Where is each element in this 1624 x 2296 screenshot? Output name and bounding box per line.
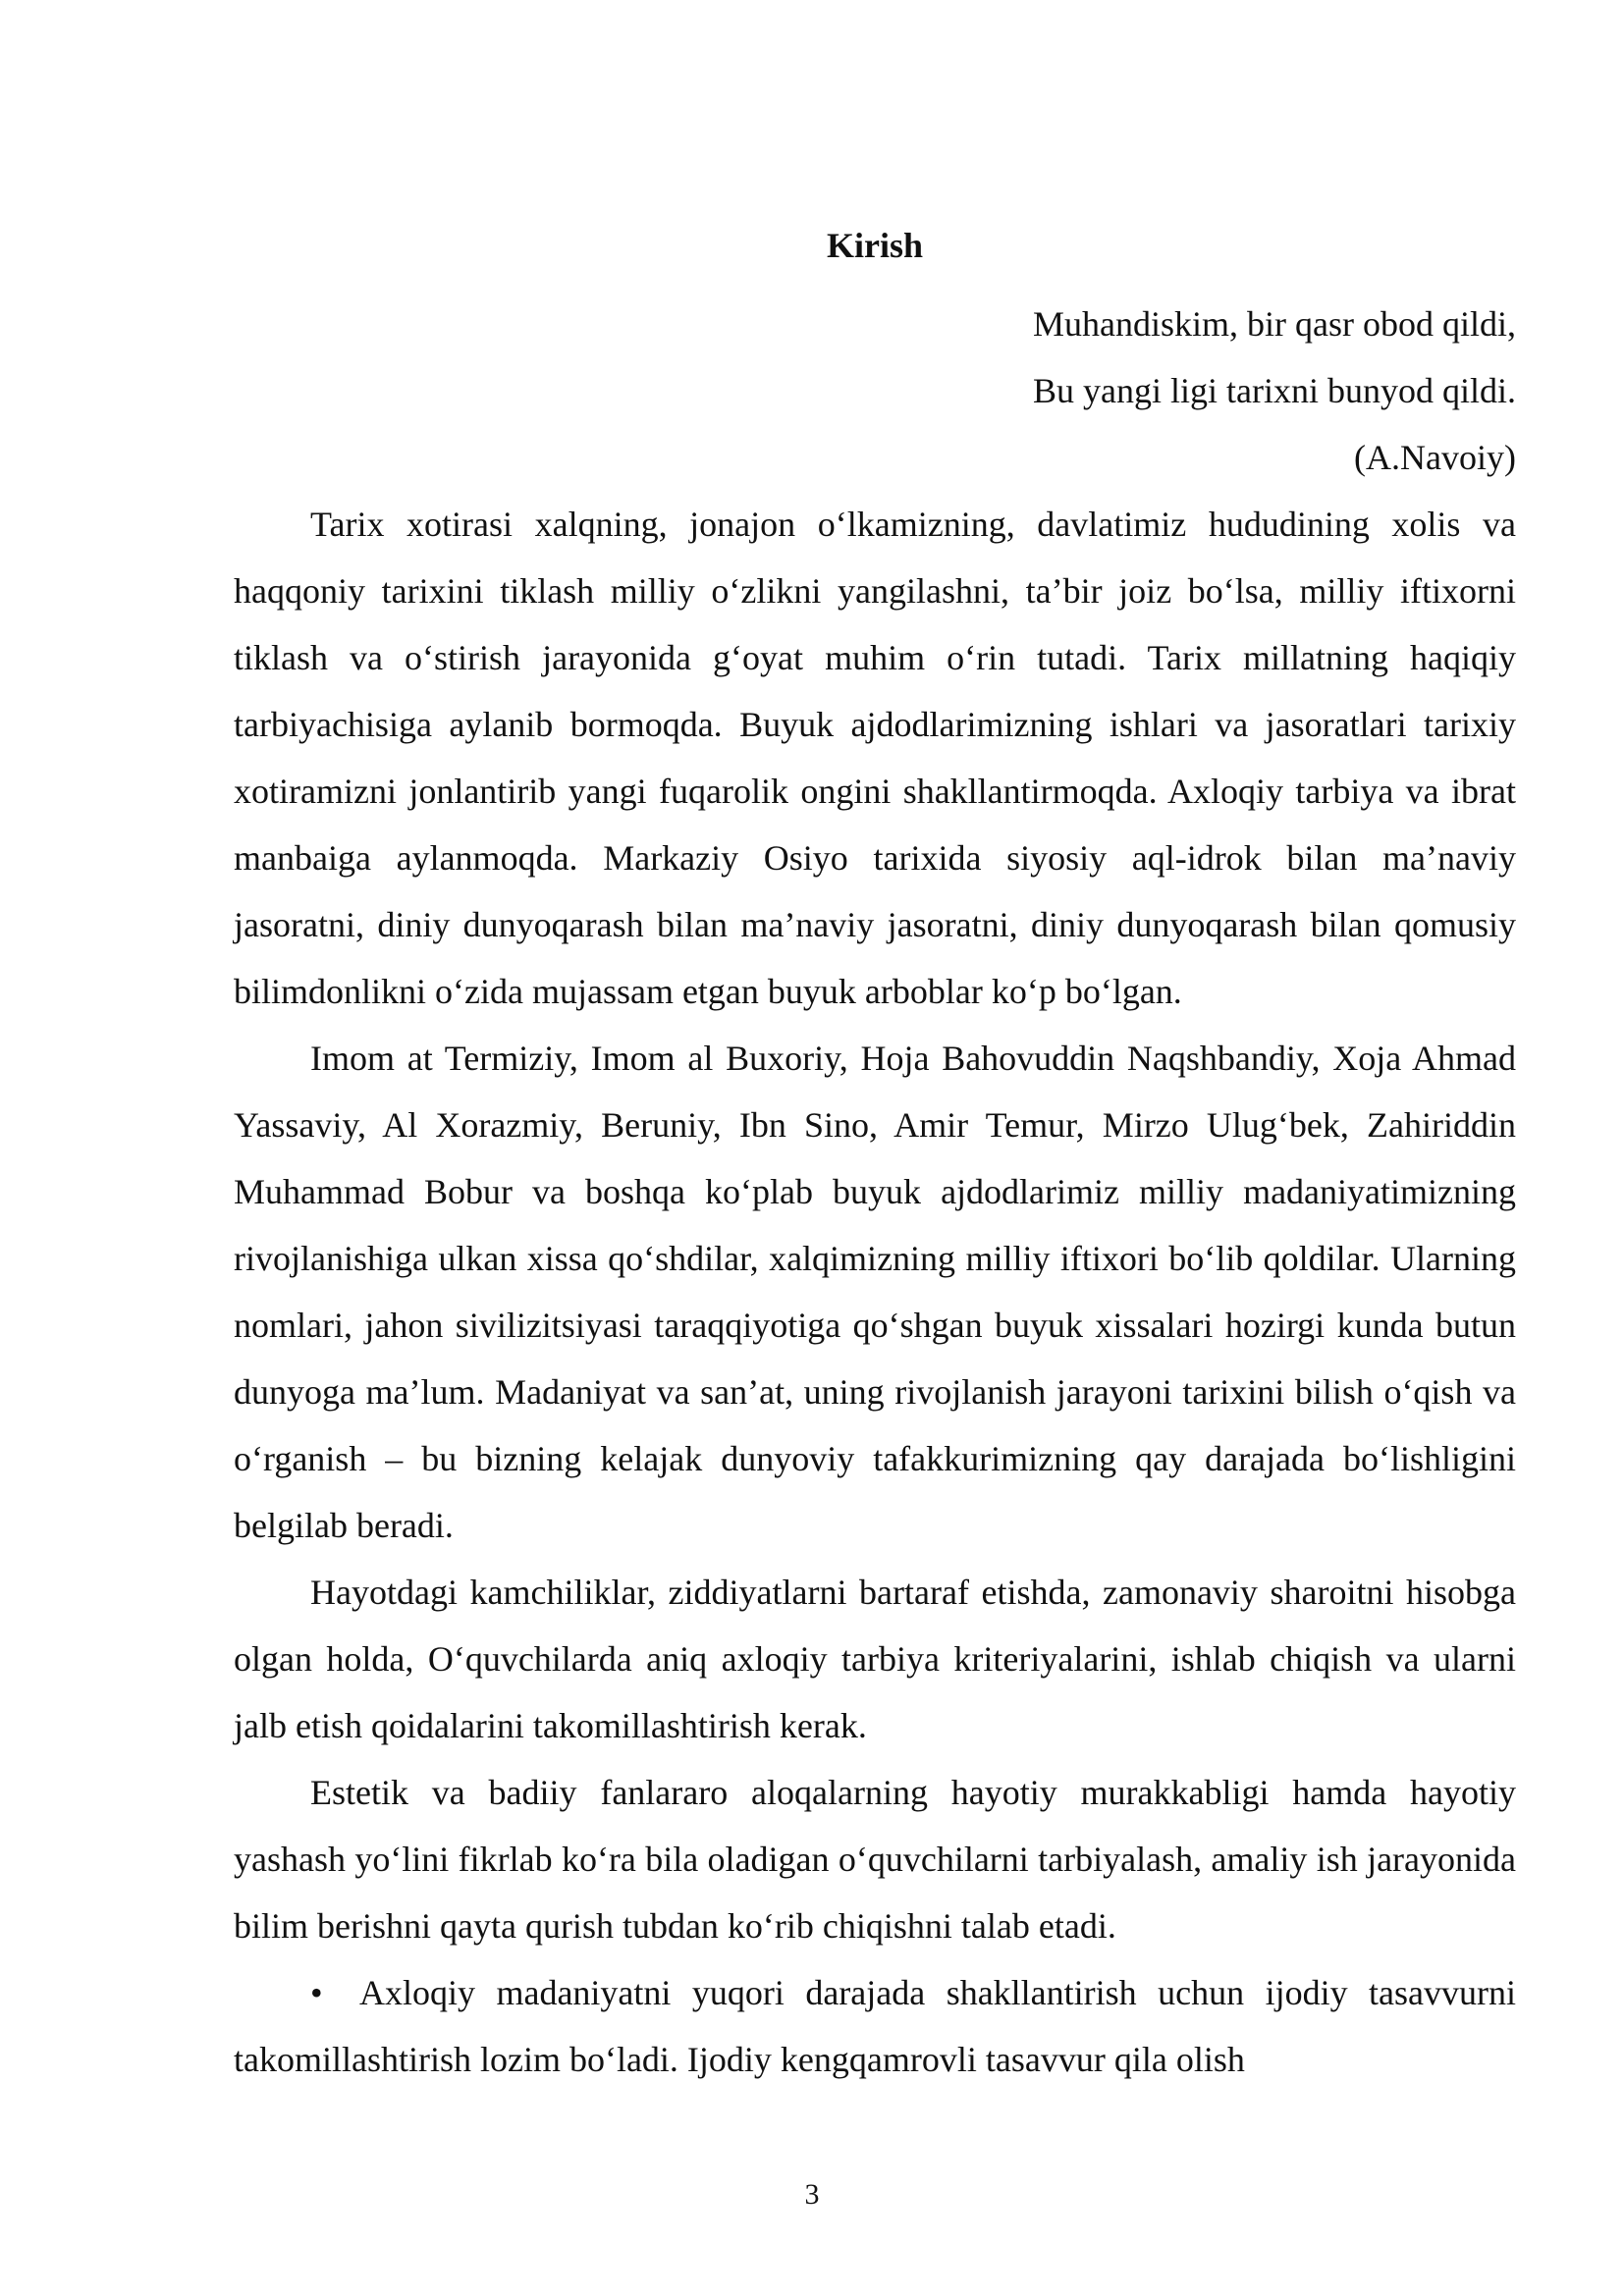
- bullet-text: Axloqiy madaniyatni yuqori darajada shakllantirish uchun ijodiy tasavvurni takomillashtirish lozim bo‘ladi. Ijodiy kengqamrovli tasavvur qila olish: [234, 1973, 1516, 2079]
- paragraph-3: Hayotdagi kamchiliklar, ziddiyatlarni bartaraf etishda, zamonaviy sharoitni hisobga olgan holda, O‘quvchilarda aniq axloqiy tarbiya kriteriyalarini, ishlab chiqish va ularni jalb etish qoidalarini takomillashtirish kerak.: [234, 1573, 1516, 1745]
- bullet-marker: •: [310, 1973, 323, 2012]
- document-page: [234, 224, 1516, 2093]
- page-number: 3: [804, 2178, 820, 2211]
- bullet-item: [234, 1959, 1516, 2093]
- paragraph-4: Estetik va badiiy fanlararo aloqalarning hayotiy murakkabligi hamda hayotiy yashash yo‘lini fikrlab ko‘ra bila oladigan o‘quvchilarni tarbiyalash, amaliy ish jarayonida bilim berishni qayta qurish tubdan ko‘rib chiqishni talab etadi.: [234, 1773, 1516, 1946]
- section-title: Kirish: [826, 226, 923, 265]
- epigraph-line-1: Muhandiskim, bir qasr obod qildi,: [1033, 304, 1516, 344]
- epigraph: [234, 291, 1516, 491]
- epigraph-line-2: Bu yangi ligi tarixni bunyod qildi.: [1033, 371, 1516, 410]
- paragraph-2: Imom at Termiziy, Imom al Buxoriy, Hoja Bahovuddin Naqshbandiy, Xoja Ahmad Yassaviy, Al Xorazmiy, Beruniy, Ibn Sino, Amir Temur, Mirzo Ulug‘bek, Zahiriddin Muhammad Bobur va boshqa ko‘plab buyuk ajdodlarimiz milliy madaniyatimizning rivojlanishiga ulkan xissa qo‘shdilar, xalqimizning milliy iftixori bo‘lib qoldilar. Ularning nomlari, jahon sivilizitsiyasi taraqqiyotiga qo‘shgan buyuk xissalari hozirgi kunda butun dunyoga ma’lum. Madaniyat va san’at, uning rivojlanish jarayoni tarixini bilish o‘qish va o‘rganish – bu bizning kelajak dunyoviy tafakkurimizning qay darajada bo‘lishligini belgilab beradi.: [234, 1039, 1516, 1545]
- epigraph-author: (A.Navoiy): [1354, 438, 1516, 477]
- paragraph-1: Tarix xotirasi xalqning, jonajon o‘lkamizning, davlatimiz hududining xolis va haqqoniy tarixini tiklash milliy o‘zlikni yangilashni, ta’bir joiz bo‘lsa, milliy iftixorni tiklash va o‘stirish jarayonida g‘oyat muhim o‘rin tutadi. Tarix millatning haqiqiy tarbiyachisiga aylanib bormoqda. Buyuk ajdodlarimizning ishlari va jasoratlari tarixiy xotiramizni jonlantirib yangi fuqarolik ongini shakllantirmoqda. Axloqiy tarbiya va ibrat manbaiga aylanmoqda. Markaziy Osiyo tarixida siyosiy aql-idrok bilan ma’naviy jasoratni, diniy dunyoqarash bilan ma’naviy jasoratni, diniy dunyoqarash bilan qomusiy bilimdonlikni o‘zida mujassam etgan buyuk arboblar ko‘p bo‘lgan.: [234, 505, 1516, 1011]
